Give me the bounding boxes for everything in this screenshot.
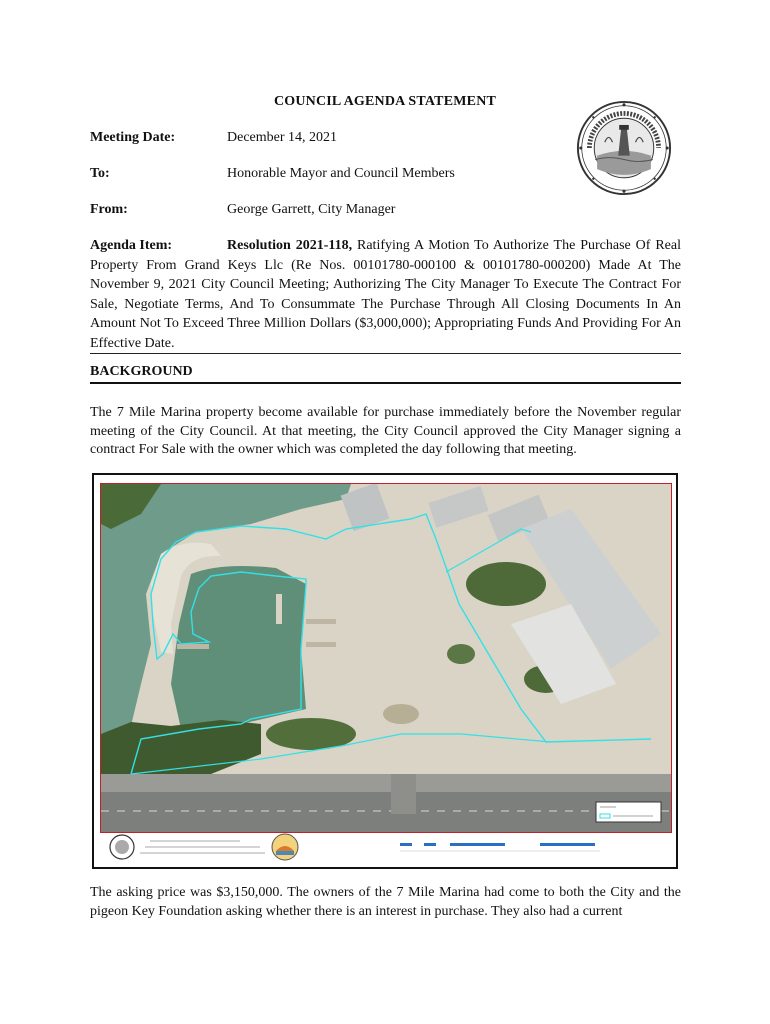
from-label: From: xyxy=(90,202,128,217)
resolution-number: Resolution 2021-118, xyxy=(227,238,353,253)
map-footer xyxy=(100,831,670,865)
to-label: To: xyxy=(90,166,110,181)
aerial-parcel-map xyxy=(100,483,672,833)
map-footer-graphics xyxy=(100,831,670,865)
agenda-item-text: Ratifying A Motion To Authorize The Purchase Of Real Property From Grand Keys Llc (Re Nos. 00101780-000100 & 00101780-000200) Made At The November 9, 2021 City Council Meeting; Authorizing The City Manager To Execute The Contract For Sale, Negotiate Terms, And To Consummate The Purchase Through All Closing Documents In An Amount Not To Exceed Three Million Dollars ($3,000,000); Appropriating Funds And Providing For An Effective Date. xyxy=(90,238,681,351)
section-heading-background: BACKGROUND xyxy=(90,364,193,379)
aerial-photo xyxy=(101,484,671,832)
page-title: COUNCIL AGENDA STATEMENT xyxy=(273,94,497,109)
city-seal-icon xyxy=(576,100,672,196)
divider xyxy=(90,353,681,354)
aerial-map-figure xyxy=(92,473,678,869)
to-value: Honorable Mayor and Council Members xyxy=(227,166,455,181)
background-paragraph-1: The 7 Mile Marina property become available for purchase immediately before the November regular meeting of the City Council. At that meeting, the City Council approved the City Manager signing a contract For Sale with the owner which was completed the day following that meeting. xyxy=(90,405,681,457)
agenda-item-label: Agenda Item: xyxy=(90,238,173,253)
from-value: George Garrett, City Manager xyxy=(227,202,396,217)
meeting-date-label: Meeting Date: xyxy=(90,130,176,145)
divider xyxy=(90,382,681,384)
background-paragraph-2: The asking price was $3,150,000. The owners of the 7 Mile Marina had come to both the City and the pigeon Key Foundation asking whether there is an interest in purchase. They also had a current xyxy=(90,885,681,919)
agenda-item xyxy=(90,236,681,354)
meeting-date-value: December 14, 2021 xyxy=(227,130,338,145)
